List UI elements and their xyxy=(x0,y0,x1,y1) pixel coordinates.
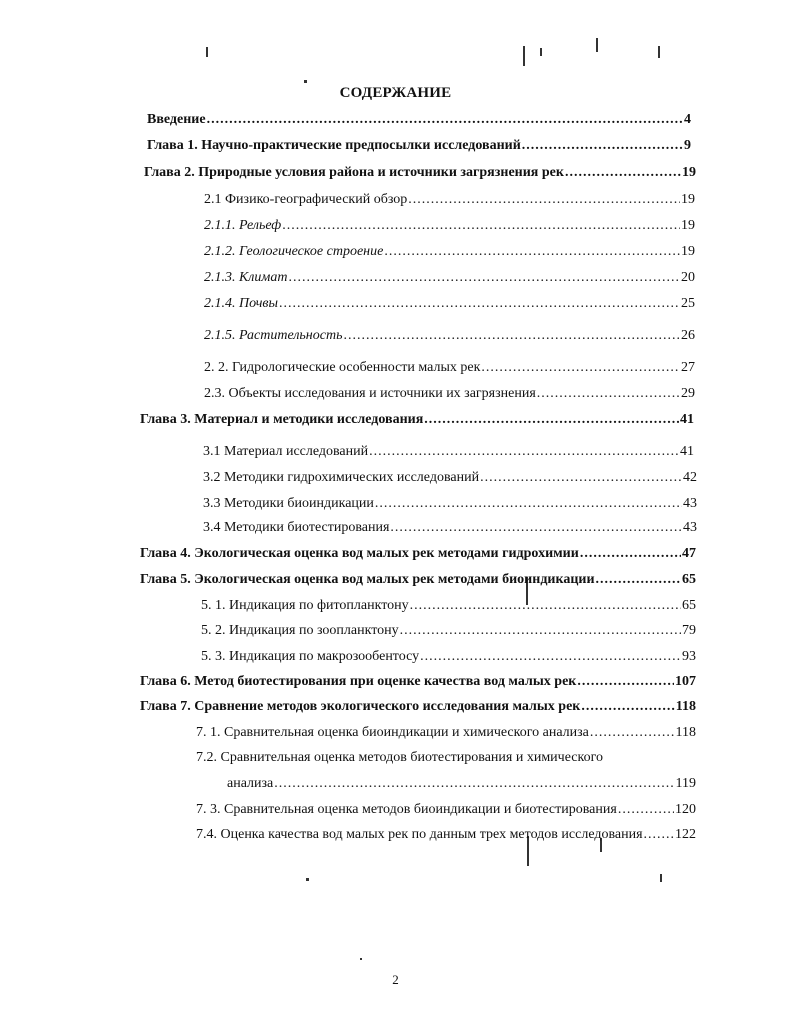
toc-leader-dots xyxy=(369,443,679,461)
page-number: 2 xyxy=(392,972,399,987)
toc-leader-dots xyxy=(400,622,681,640)
toc-entry-label: Глава 6. Метод биотестирования при оценке качества вод малых рек xyxy=(140,674,577,689)
toc-entry-chapter-4 xyxy=(140,545,696,563)
toc-entry-page: 19 xyxy=(681,192,695,207)
toc-entry-chapter-5 xyxy=(140,571,696,589)
scan-speck xyxy=(523,46,525,66)
toc-entry-page: 107 xyxy=(675,674,696,689)
toc-entry-label: Глава 5. Экологическая оценка вод малых рек методами биоиндикации xyxy=(140,572,595,587)
toc-entry-chapter-7 xyxy=(140,698,696,716)
toc-entry-page: 65 xyxy=(682,572,696,587)
toc-entry-page: 29 xyxy=(681,386,695,401)
toc-entry-page: 19 xyxy=(681,244,695,259)
scan-speck xyxy=(306,878,309,881)
toc-entry-chapter-6 xyxy=(140,673,696,691)
toc-entry-page: 93 xyxy=(682,649,696,664)
toc-entry-label: 2.1.5. Растительность xyxy=(204,328,343,343)
page-title: СОДЕРЖАНИЕ xyxy=(339,85,452,101)
toc-entry-label: 2. 2. Гидрологические особенности малых рек xyxy=(204,360,481,375)
toc-leader-dots xyxy=(288,269,680,287)
toc-entry-section-3-4 xyxy=(203,519,697,537)
toc-leader-dots xyxy=(481,359,680,377)
toc-entry-section-7-2-line-1: 7.2. Сравнительная оценка методов биотестирования и химического xyxy=(196,750,603,765)
toc-entry-label: 2.1.3. Климат xyxy=(204,270,288,285)
toc-entry-chapter-1 xyxy=(147,137,691,155)
toc-entry-label: 2.3. Объекты исследования и источники их загрязнения xyxy=(204,386,536,401)
toc-entry-page: 19 xyxy=(681,218,695,233)
toc-entry-page: 119 xyxy=(675,776,696,791)
scan-speck xyxy=(304,80,307,83)
scan-speck xyxy=(540,48,542,56)
toc-entry-label: Введение xyxy=(147,112,206,127)
toc-entry-page: 42 xyxy=(683,470,697,485)
toc-leader-dots xyxy=(644,826,674,844)
toc-entry-label: Глава 3. Материал и методики исследования xyxy=(140,412,424,427)
toc-entry-section-7-3 xyxy=(196,801,696,819)
toc-entry-section-2-1-3 xyxy=(204,269,695,287)
toc-entry-section-2-1-1 xyxy=(204,217,695,235)
toc-entry-page: 19 xyxy=(682,165,696,180)
toc-entry-page: 27 xyxy=(681,360,695,375)
toc-entry-label: анализа xyxy=(227,776,274,791)
toc-entry-label: 7. 1. Сравнительная оценка биоиндикации и химического анализа xyxy=(196,725,589,740)
toc-leader-dots xyxy=(408,191,680,209)
toc-leader-dots xyxy=(596,571,681,589)
scan-speck xyxy=(206,47,208,57)
toc-entry-section-2-1 xyxy=(204,191,695,209)
toc-entry-label: 2.1.4. Почвы xyxy=(204,296,278,311)
toc-leader-dots xyxy=(480,469,682,487)
toc-entry-page: 41 xyxy=(680,412,694,427)
toc-leader-dots xyxy=(580,545,681,563)
toc-entry-label: Глава 1. Научно-практические предпосылки исследований xyxy=(147,138,521,153)
toc-entry-section-3-3 xyxy=(203,495,697,513)
scan-speck xyxy=(596,38,598,52)
toc-entry-section-3-2 xyxy=(203,469,697,487)
toc-entry-label: 5. 2. Индикация по зоопланктону xyxy=(201,623,399,638)
toc-entry-section-5-1 xyxy=(201,597,696,615)
toc-entry-page: 65 xyxy=(682,598,696,613)
toc-entry-label: 7. 3. Сравнительная оценка методов биоиндикации и биотестирования xyxy=(196,802,617,817)
toc-entry-page: 20 xyxy=(681,270,695,285)
toc-leader-dots xyxy=(279,295,680,313)
toc-entry-page: 47 xyxy=(682,546,696,561)
toc-entry-section-2-1-4 xyxy=(204,295,695,313)
toc-leader-dots xyxy=(618,801,674,819)
toc-entry-section-3-1 xyxy=(203,443,694,461)
toc-leader-dots xyxy=(590,724,675,742)
toc-entry-page: 25 xyxy=(681,296,695,311)
toc-leader-dots xyxy=(282,217,680,235)
toc-leader-dots xyxy=(581,698,674,716)
toc-entry-section-5-3 xyxy=(201,648,696,666)
toc-entry-label: Глава 4. Экологическая оценка вод малых рек методами гидрохимии xyxy=(140,546,579,561)
toc-entry-section-5-2 xyxy=(201,622,696,640)
scan-speck xyxy=(360,958,362,960)
toc-leader-dots xyxy=(424,411,679,429)
toc-entry-page: 118 xyxy=(675,725,696,740)
toc-entry-label: 2.1.2. Геологическое строение xyxy=(204,244,384,259)
toc-entry-label: 7.4. Оценка качества вод малых рек по данным трех методов исследования xyxy=(196,827,643,842)
toc-leader-dots xyxy=(522,137,683,155)
toc-leader-dots xyxy=(420,648,681,666)
toc-leader-dots xyxy=(565,164,681,182)
toc-entry-page: 43 xyxy=(683,520,697,535)
scan-speck xyxy=(658,46,660,58)
toc-entry-chapter-2 xyxy=(144,164,696,182)
toc-entry-label: 3.3 Методики биоиндикации xyxy=(203,496,374,511)
toc-entry-section-7-2 xyxy=(227,775,696,793)
toc-entry-label: 5. 1. Индикация по фитопланктону xyxy=(201,598,409,613)
toc-leader-dots xyxy=(274,775,674,793)
toc-entry-page: 9 xyxy=(684,138,691,153)
toc-entry-label: 3.2 Методики гидрохимических исследований xyxy=(203,470,480,485)
toc-entry-page: 43 xyxy=(683,496,697,511)
scan-speck xyxy=(660,874,662,882)
toc-entry-section-7-1 xyxy=(196,724,696,742)
toc-entry-label: Глава 2. Природные условия района и источники загрязнения рек xyxy=(144,165,564,180)
toc-entry-chapter-3 xyxy=(140,411,694,429)
toc-leader-dots xyxy=(577,673,674,691)
toc-entry-page: 79 xyxy=(682,623,696,638)
toc-entry-section-7-4 xyxy=(196,826,696,844)
toc-entry-label: 2.1.1. Рельеф xyxy=(204,218,282,233)
toc-entry-label: 3.4 Методики биотестирования xyxy=(203,520,390,535)
toc-entry-page: 26 xyxy=(681,328,695,343)
toc-leader-dots xyxy=(390,519,682,537)
toc-leader-dots xyxy=(410,597,681,615)
toc-entry-section-2-3 xyxy=(204,385,695,403)
toc-leader-dots xyxy=(207,111,683,129)
toc-entry-page: 4 xyxy=(684,112,691,127)
toc-leader-dots xyxy=(537,385,680,403)
toc-leader-dots xyxy=(343,327,680,345)
toc-entry-introduction xyxy=(147,111,691,129)
toc-entry-section-2-1-2 xyxy=(204,243,695,261)
toc-entry-page: 41 xyxy=(680,444,694,459)
toc-entry-label: 2.1 Физико-географический обзор xyxy=(204,192,408,207)
toc-entry-label: 3.1 Материал исследований xyxy=(203,444,369,459)
toc-entry-label: Глава 7. Сравнение методов экологического исследования малых рек xyxy=(140,699,581,714)
toc-entry-page: 118 xyxy=(675,699,696,714)
toc-entry-page: 120 xyxy=(675,802,696,817)
toc-leader-dots xyxy=(375,495,682,513)
toc-entry-label: 5. 3. Индикация по макрозообентосу xyxy=(201,649,420,664)
toc-entry-page: 122 xyxy=(675,827,696,842)
toc-leader-dots xyxy=(384,243,680,261)
toc-entry-section-2-1-5 xyxy=(204,327,695,345)
toc-entry-section-2-2 xyxy=(204,359,695,377)
